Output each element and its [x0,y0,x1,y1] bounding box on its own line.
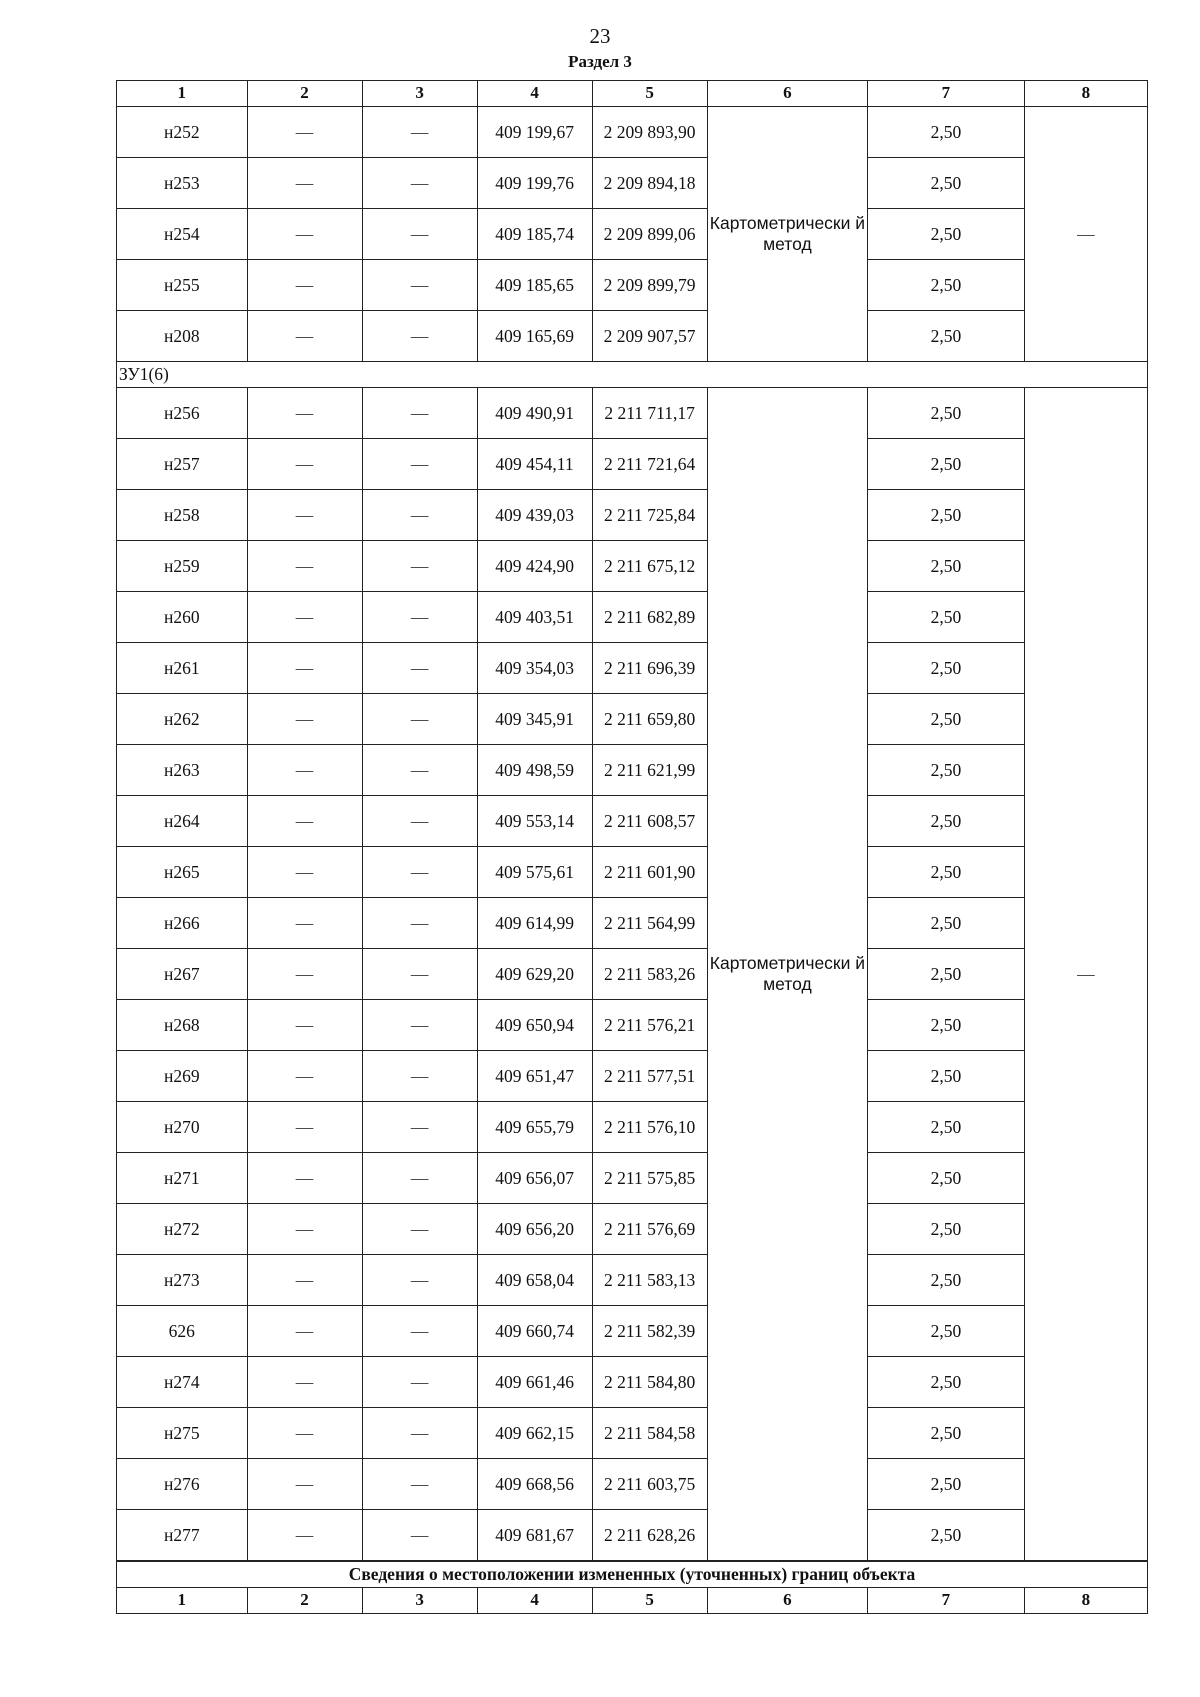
coord-x-cell: 409 629,20 [477,949,592,1000]
col3-cell: — [362,1153,477,1204]
table-row [117,158,1148,209]
coord-y-cell: 2 211 583,26 [592,949,707,1000]
coord-x-cell: 409 354,03 [477,643,592,694]
accuracy-cell: 2,50 [868,209,1024,260]
coord-y-cell: 2 211 576,69 [592,1204,707,1255]
col3-cell: — [362,388,477,439]
col3-cell: — [362,209,477,260]
col2-cell: — [247,1408,362,1459]
accuracy-cell: 2,50 [868,1408,1024,1459]
table-row [117,1459,1148,1510]
table-row [117,1510,1148,1562]
point-id-cell: н272 [117,1204,248,1255]
col3-cell: — [362,107,477,158]
col2-cell: — [247,541,362,592]
point-id-cell: н276 [117,1459,248,1510]
col2-cell: — [247,1357,362,1408]
col2-cell: — [247,1510,362,1562]
table-row [117,643,1148,694]
accuracy-cell: 2,50 [868,898,1024,949]
col3-cell: — [362,439,477,490]
col3-cell: — [362,643,477,694]
table-row [117,260,1148,311]
coord-x-cell: 409 681,67 [477,1510,592,1562]
point-id-cell: н255 [117,260,248,311]
col2-cell: — [247,388,362,439]
col3-cell: — [362,1000,477,1051]
coord-x-cell: 409 662,15 [477,1408,592,1459]
coord-x-cell: 409 439,03 [477,490,592,541]
col3-cell: — [362,1255,477,1306]
coord-x-cell: 409 660,74 [477,1306,592,1357]
col2-cell: — [247,1000,362,1051]
footer-header-8: 8 [1024,1588,1147,1614]
point-id-cell: н260 [117,592,248,643]
col8-cell: — [1024,388,1147,1562]
accuracy-cell: 2,50 [868,1306,1024,1357]
footer-header-7: 7 [868,1588,1024,1614]
coord-y-cell: 2 211 675,12 [592,541,707,592]
coord-x-cell: 409 553,14 [477,796,592,847]
point-id-cell: н253 [117,158,248,209]
accuracy-cell: 2,50 [868,158,1024,209]
col2-cell: — [247,745,362,796]
table-row [117,1051,1148,1102]
accuracy-cell: 2,50 [868,643,1024,694]
table-row [117,898,1148,949]
column-header-6: 6 [707,81,868,107]
point-id-cell: н269 [117,1051,248,1102]
point-id-cell: н275 [117,1408,248,1459]
point-id-cell: н270 [117,1102,248,1153]
coord-x-cell: 409 165,69 [477,311,592,362]
footer-header-2: 2 [247,1588,362,1614]
table-row [117,1306,1148,1357]
coord-x-cell: 409 454,11 [477,439,592,490]
coord-x-cell: 409 345,91 [477,694,592,745]
point-id-cell: н259 [117,541,248,592]
footer-title-row [117,1561,1148,1588]
coord-y-cell: 2 211 577,51 [592,1051,707,1102]
col2-cell: — [247,796,362,847]
coord-y-cell: 2 211 659,80 [592,694,707,745]
col2-cell: — [247,949,362,1000]
col3-cell: — [362,158,477,209]
coord-y-cell: 2 211 721,64 [592,439,707,490]
coord-x-cell: 409 199,67 [477,107,592,158]
table-row [117,1204,1148,1255]
col2-cell: — [247,158,362,209]
point-id-cell: н208 [117,311,248,362]
accuracy-cell: 2,50 [868,107,1024,158]
method-cell: Картометрически й метод [707,388,868,1562]
table-row [117,592,1148,643]
col3-cell: — [362,1510,477,1562]
coord-y-cell: 2 211 608,57 [592,796,707,847]
col8-cell: — [1024,107,1147,362]
accuracy-cell: 2,50 [868,1459,1024,1510]
coord-y-cell: 2 209 899,79 [592,260,707,311]
point-id-cell: н258 [117,490,248,541]
table-row [117,694,1148,745]
accuracy-cell: 2,50 [868,1510,1024,1562]
accuracy-cell: 2,50 [868,541,1024,592]
point-id-cell: 626 [117,1306,248,1357]
coord-y-cell: 2 211 682,89 [592,592,707,643]
coord-y-cell: 2 211 696,39 [592,643,707,694]
point-id-cell: н252 [117,107,248,158]
col3-cell: — [362,592,477,643]
col3-cell: — [362,260,477,311]
col2-cell: — [247,1459,362,1510]
accuracy-cell: 2,50 [868,1000,1024,1051]
accuracy-cell: 2,50 [868,1357,1024,1408]
col3-cell: — [362,694,477,745]
coord-y-cell: 2 209 894,18 [592,158,707,209]
coord-x-cell: 409 656,20 [477,1204,592,1255]
coord-y-cell: 2 211 711,17 [592,388,707,439]
point-id-cell: н271 [117,1153,248,1204]
coord-x-cell: 409 185,74 [477,209,592,260]
coord-y-cell: 2 211 576,10 [592,1102,707,1153]
coord-x-cell: 409 498,59 [477,745,592,796]
footer-title: Сведения о местоположении измененных (уточненных) границ объекта [117,1561,1148,1588]
coord-y-cell: 2 211 601,90 [592,847,707,898]
table-body [117,81,1148,1614]
col3-cell: — [362,541,477,592]
method-cell: Картометрически й метод [707,107,868,362]
table-row [117,745,1148,796]
coord-x-cell: 409 658,04 [477,1255,592,1306]
col3-cell: — [362,1459,477,1510]
coord-y-cell: 2 211 621,99 [592,745,707,796]
point-id-cell: н266 [117,898,248,949]
table-row [117,439,1148,490]
col3-cell: — [362,1051,477,1102]
point-id-cell: н274 [117,1357,248,1408]
col3-cell: — [362,949,477,1000]
col3-cell: — [362,898,477,949]
group-label-row [117,362,1148,388]
col2-cell: — [247,1204,362,1255]
coord-y-cell: 2 209 893,90 [592,107,707,158]
point-id-cell: н263 [117,745,248,796]
accuracy-cell: 2,50 [868,592,1024,643]
col3-cell: — [362,1357,477,1408]
coord-x-cell: 409 656,07 [477,1153,592,1204]
table-row [117,107,1148,158]
accuracy-cell: 2,50 [868,1153,1024,1204]
column-header-1: 1 [117,81,248,107]
accuracy-cell: 2,50 [868,490,1024,541]
column-header-3: 3 [362,81,477,107]
table-row [117,1000,1148,1051]
col2-cell: — [247,1306,362,1357]
table-row [117,209,1148,260]
coord-x-cell: 409 490,91 [477,388,592,439]
col2-cell: — [247,1102,362,1153]
table-row [117,1255,1148,1306]
footer-header-5: 5 [592,1588,707,1614]
point-id-cell: н261 [117,643,248,694]
table-row [117,1357,1148,1408]
table-row [117,541,1148,592]
accuracy-cell: 2,50 [868,847,1024,898]
coord-y-cell: 2 211 725,84 [592,490,707,541]
footer-header-row [117,1588,1148,1614]
coord-x-cell: 409 185,65 [477,260,592,311]
coord-y-cell: 2 211 628,26 [592,1510,707,1562]
col3-cell: — [362,1306,477,1357]
table-row [117,796,1148,847]
point-id-cell: н254 [117,209,248,260]
footer-header-4: 4 [477,1588,592,1614]
column-header-row [117,81,1148,107]
coord-x-cell: 409 199,76 [477,158,592,209]
col2-cell: — [247,1051,362,1102]
point-id-cell: н265 [117,847,248,898]
coord-x-cell: 409 661,46 [477,1357,592,1408]
col2-cell: — [247,107,362,158]
point-id-cell: н273 [117,1255,248,1306]
section-title: Раздел 3 [568,52,632,71]
column-header-5: 5 [592,81,707,107]
column-header-4: 4 [477,81,592,107]
column-header-7: 7 [868,81,1024,107]
col3-cell: — [362,490,477,541]
col3-cell: — [362,311,477,362]
coord-y-cell: 2 211 576,21 [592,1000,707,1051]
coordinates-table [116,80,1148,1614]
accuracy-cell: 2,50 [868,1255,1024,1306]
page-number: 23 [589,24,611,48]
coord-x-cell: 409 655,79 [477,1102,592,1153]
group-label: ЗУ1(6) [117,362,1148,388]
col2-cell: — [247,209,362,260]
point-id-cell: н268 [117,1000,248,1051]
table-row [117,311,1148,362]
coord-y-cell: 2 209 907,57 [592,311,707,362]
col2-cell: — [247,311,362,362]
accuracy-cell: 2,50 [868,260,1024,311]
accuracy-cell: 2,50 [868,1102,1024,1153]
col2-cell: — [247,1153,362,1204]
col2-cell: — [247,1255,362,1306]
table-row [117,1153,1148,1204]
table-row [117,949,1148,1000]
col2-cell: — [247,260,362,311]
table-row [117,1102,1148,1153]
col3-cell: — [362,796,477,847]
coord-y-cell: 2 211 582,39 [592,1306,707,1357]
footer-header-3: 3 [362,1588,477,1614]
accuracy-cell: 2,50 [868,745,1024,796]
col3-cell: — [362,1408,477,1459]
accuracy-cell: 2,50 [868,796,1024,847]
col3-cell: — [362,1204,477,1255]
table-row [117,490,1148,541]
point-id-cell: н257 [117,439,248,490]
coord-y-cell: 2 211 584,58 [592,1408,707,1459]
coord-x-cell: 409 575,61 [477,847,592,898]
column-header-2: 2 [247,81,362,107]
col2-cell: — [247,490,362,541]
coord-x-cell: 409 650,94 [477,1000,592,1051]
coord-y-cell: 2 211 603,75 [592,1459,707,1510]
coord-y-cell: 2 211 584,80 [592,1357,707,1408]
accuracy-cell: 2,50 [868,311,1024,362]
col3-cell: — [362,847,477,898]
coord-y-cell: 2 209 899,06 [592,209,707,260]
accuracy-cell: 2,50 [868,439,1024,490]
coord-y-cell: 2 211 575,85 [592,1153,707,1204]
accuracy-cell: 2,50 [868,949,1024,1000]
coord-x-cell: 409 403,51 [477,592,592,643]
accuracy-cell: 2,50 [868,388,1024,439]
col2-cell: — [247,643,362,694]
point-id-cell: н262 [117,694,248,745]
table-row [117,847,1148,898]
col2-cell: — [247,898,362,949]
col3-cell: — [362,1102,477,1153]
coord-y-cell: 2 211 583,13 [592,1255,707,1306]
col3-cell: — [362,745,477,796]
coord-y-cell: 2 211 564,99 [592,898,707,949]
point-id-cell: н277 [117,1510,248,1562]
point-id-cell: н264 [117,796,248,847]
footer-header-6: 6 [707,1588,868,1614]
point-id-cell: н267 [117,949,248,1000]
column-header-8: 8 [1024,81,1147,107]
coord-x-cell: 409 614,99 [477,898,592,949]
coord-x-cell: 409 668,56 [477,1459,592,1510]
coord-x-cell: 409 424,90 [477,541,592,592]
col2-cell: — [247,592,362,643]
coord-x-cell: 409 651,47 [477,1051,592,1102]
col2-cell: — [247,694,362,745]
footer-header-1: 1 [117,1588,248,1614]
accuracy-cell: 2,50 [868,1204,1024,1255]
table-row [117,388,1148,439]
accuracy-cell: 2,50 [868,694,1024,745]
col2-cell: — [247,439,362,490]
col2-cell: — [247,847,362,898]
point-id-cell: н256 [117,388,248,439]
accuracy-cell: 2,50 [868,1051,1024,1102]
table-row [117,1408,1148,1459]
